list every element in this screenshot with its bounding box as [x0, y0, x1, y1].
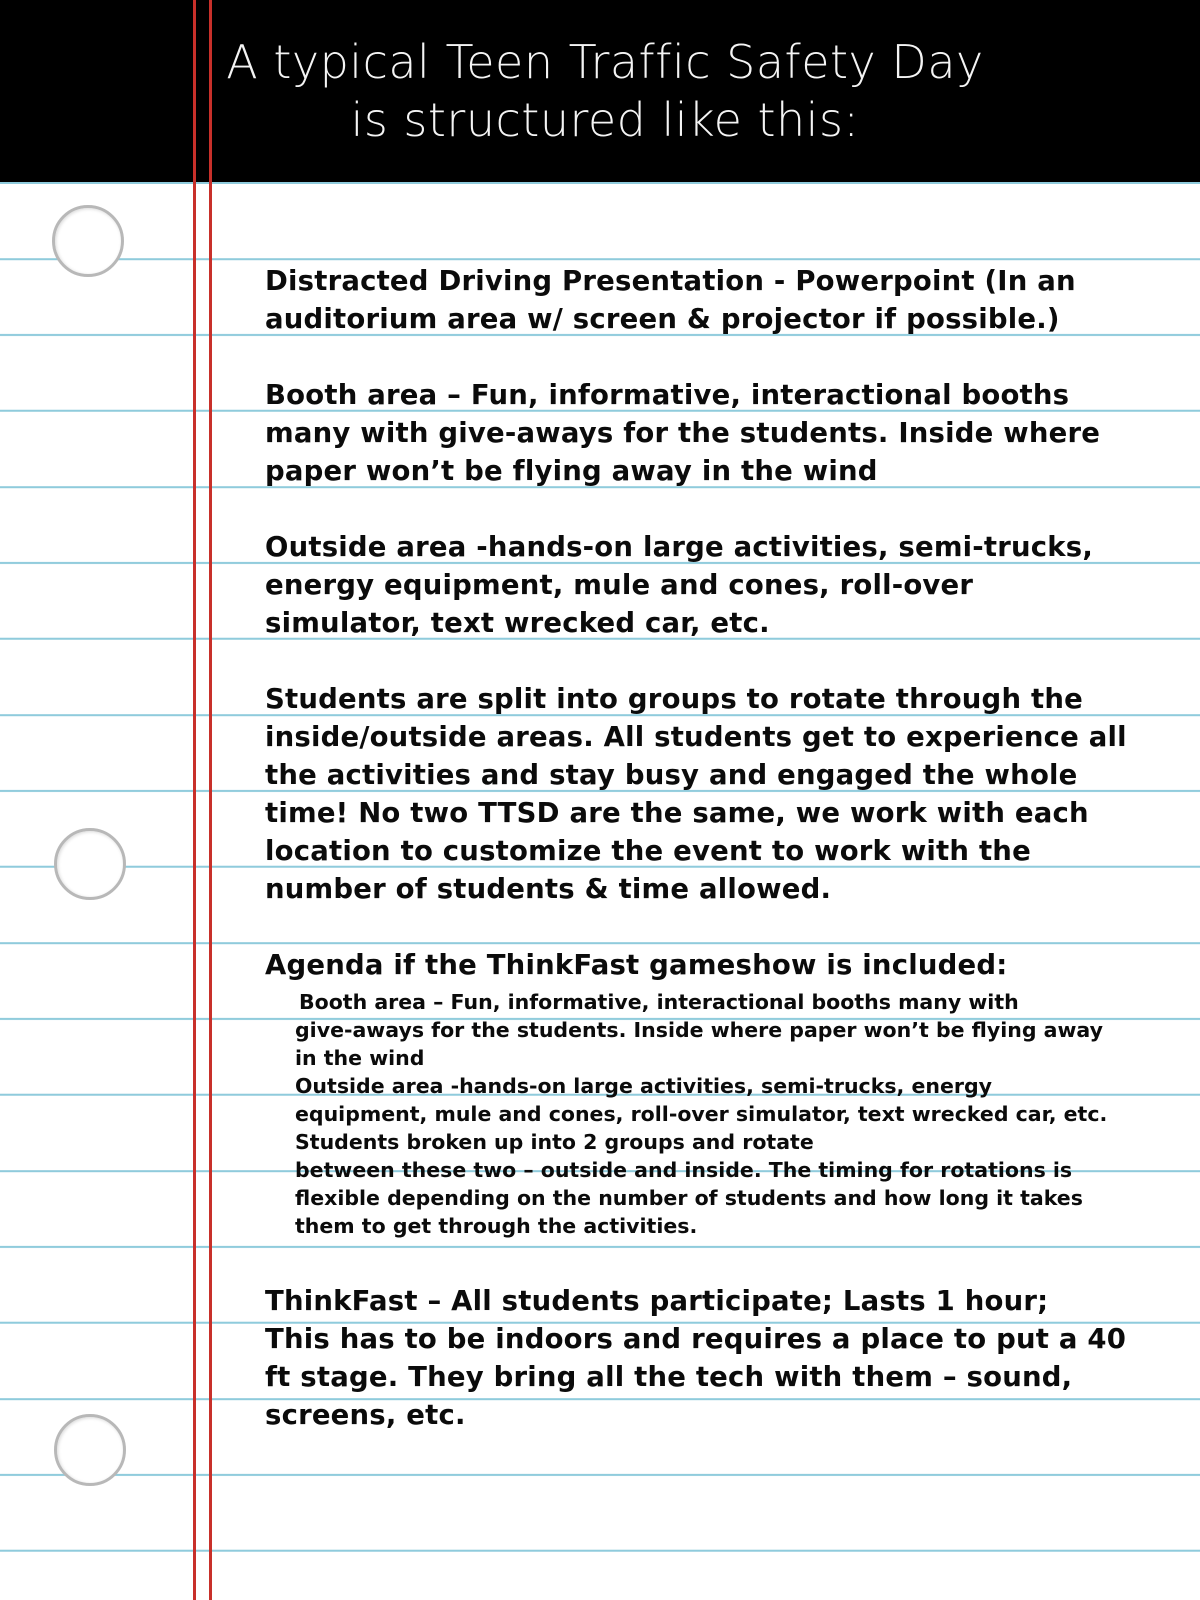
text-line: number of students & time allowed.	[265, 873, 832, 905]
punch-hole-bottom	[54, 1414, 126, 1486]
punch-hole-middle	[54, 828, 126, 900]
page-title-line-2: is structured like this:	[350, 93, 860, 147]
page-header	[0, 0, 1200, 184]
text-line: energy equipment, mule and cones, roll-over	[265, 569, 974, 601]
text-line: Students are split into groups to rotate through the	[265, 683, 1083, 715]
text-line: paper won’t be flying away in the wind	[265, 455, 878, 487]
margin-line-right	[209, 0, 212, 1600]
outside-paragraph	[265, 528, 1145, 642]
text-line: them to get through the activities.	[295, 1214, 698, 1238]
text-line: Booth area – Fun, informative, interactional booths many with	[299, 990, 1019, 1014]
students-paragraph	[265, 680, 1145, 908]
punch-hole-top	[52, 205, 124, 277]
text-line: Booth area – Fun, informative, interactional booths	[265, 379, 1070, 411]
text-line: in the wind	[295, 1046, 425, 1070]
text-line: Outside area -hands-on large activities, semi-trucks, energy	[295, 1074, 993, 1098]
text-line: This has to be indoors and requires a place to put a 40	[265, 1323, 1127, 1355]
text-line: Distracted Driving Presentation - Powerpoint (In an	[265, 265, 1076, 297]
page-title-line-1: A typical Teen Traffic Safety Day	[226, 35, 984, 89]
text-line: auditorium area w/ screen & projector if possible.)	[265, 303, 1060, 335]
text-line: inside/outside areas. All students get to experience all	[265, 721, 1127, 753]
presentation-paragraph	[265, 262, 1145, 338]
text-line: ThinkFast – All students participate; Lasts 1 hour;	[265, 1285, 1049, 1317]
agenda-details	[295, 988, 1145, 1240]
booth-paragraph	[265, 376, 1145, 490]
text-line: ft stage. They bring all the tech with them – sound,	[265, 1361, 1073, 1393]
margin-line-left	[193, 0, 196, 1600]
text-line: equipment, mule and cones, roll-over simulator, text wrecked car, etc.	[295, 1102, 1108, 1126]
agenda-heading	[265, 946, 1145, 984]
text-line: the activities and stay busy and engaged the whole	[265, 759, 1078, 791]
text-line: give-aways for the students. Inside where paper won’t be flying away	[295, 1018, 1103, 1042]
text-line: Outside area -hands-on large activities, semi-trucks,	[265, 531, 1093, 563]
page-content	[265, 262, 1145, 1472]
text-line: time! No two TTSD are the same, we work with each	[265, 797, 1089, 829]
text-line: location to customize the event to work with the	[265, 835, 1031, 867]
text-line: between these two – outside and inside. The timing for rotations is	[295, 1158, 1073, 1182]
text-line: many with give-aways for the students. Inside where	[265, 417, 1101, 449]
text-line: screens, etc.	[265, 1399, 466, 1431]
text-line: simulator, text wrecked car, etc.	[265, 607, 770, 639]
text-line: Agenda if the ThinkFast gameshow is included:	[265, 949, 1008, 981]
text-line: flexible depending on the number of students and how long it takes	[295, 1186, 1083, 1210]
text-line: Students broken up into 2 groups and rotate	[295, 1130, 814, 1154]
thinkfast-paragraph	[265, 1282, 1145, 1434]
